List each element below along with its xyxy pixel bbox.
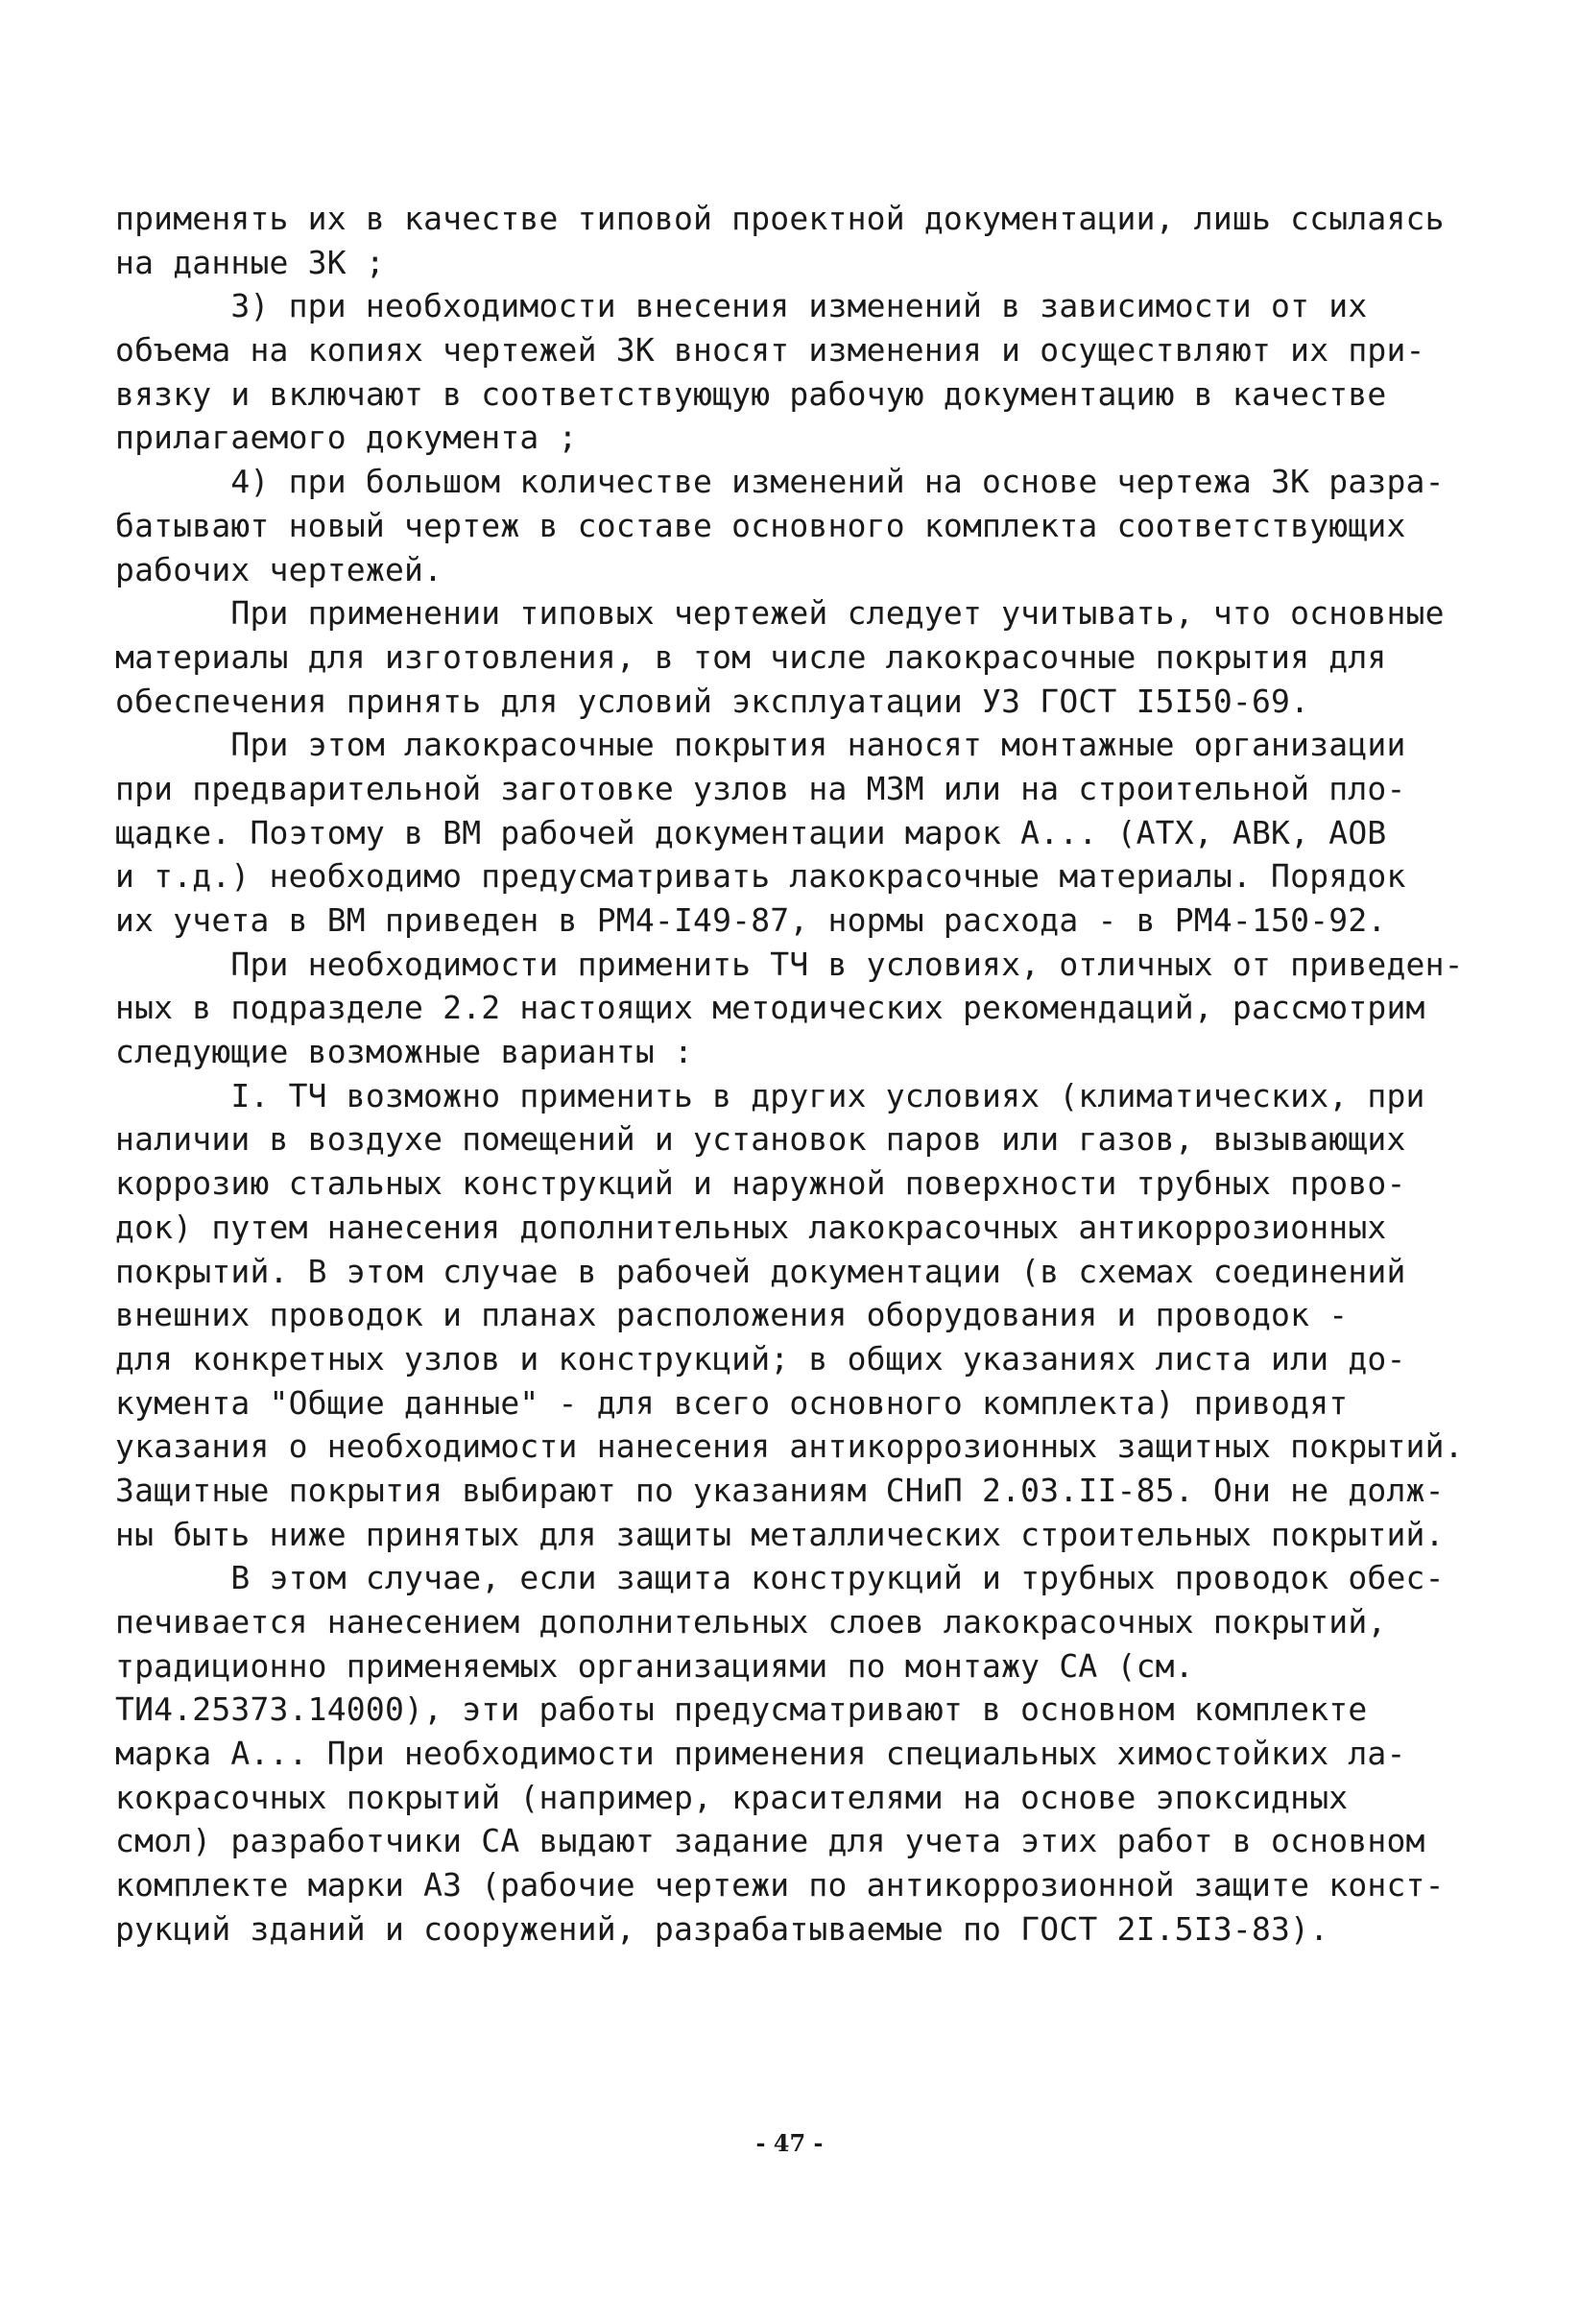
text-line: Защитные покрытия выбирают по указаниям СНиП 2.03.II-85. Они не долж-	[115, 1471, 1445, 1509]
text-line: применять их в качестве типовой проектной документации, лишь ссылаясь	[115, 200, 1445, 237]
text-line: смол) разработчики СА выдают задание для учета этих работ в основном	[115, 1822, 1425, 1860]
text-line: 3) при необходимости внесения изменений в зависимости от их	[115, 287, 1368, 325]
text-line: ных в подразделе 2.2 настоящих методических рекомендаций, рассмотрим	[115, 989, 1425, 1027]
page-number: - 47 -	[755, 2129, 824, 2157]
text-line: на данные ЗК ;	[115, 243, 385, 281]
text-line: При необходимости применить ТЧ в условиях, отличных от приведен-	[115, 945, 1464, 983]
text-line: наличии в воздухе помещений и установок паров или газов, вызывающих	[115, 1120, 1406, 1159]
text-line: марка А... При необходимости применения специальных химостойких ла-	[115, 1735, 1406, 1773]
text-line: традиционно применяемых организациями по монтажу СА (см.	[115, 1646, 1194, 1685]
text-line: следующие возможные варианты :	[115, 1033, 694, 1071]
text-line: ны быть ниже принятых для защиты металлических строительных покрытий.	[115, 1515, 1445, 1553]
text-line: при предварительной заготовке узлов на МЗМ или на строительной пло-	[115, 769, 1406, 807]
text-line: указания о необходимости нанесения антикоррозионных защитных покрытий.	[115, 1427, 1464, 1466]
text-line: материалы для изготовления, в том числе лакокрасочные покрытия для	[115, 637, 1387, 676]
text-line: прилагаемого документа ;	[115, 419, 578, 457]
text-line: вязку и включают в соответствующую рабочую документацию в качестве	[115, 374, 1387, 413]
text-line: 4) при большом количестве изменений на основе чертежа ЗК разра-	[115, 463, 1445, 501]
text-line: объема на копиях чертежей ЗК вносят изменения и осуществляют их при-	[115, 331, 1425, 370]
text-line: I. ТЧ возможно применить в других условиях (климатических, при	[115, 1076, 1425, 1114]
text-line: коррозию стальных конструкций и наружной поверхности трубных прово-	[115, 1164, 1406, 1203]
text-line: кокрасочных покрытий (например, красителями на основе эпоксидных	[115, 1778, 1349, 1816]
text-line: комплекте марки АЗ (рабочие чертежи по антикоррозионной защите конст-	[115, 1866, 1445, 1905]
text-line: внешних проводок и планах расположения оборудования и проводок -	[115, 1296, 1349, 1334]
text-line: При применении типовых чертежей следует учитывать, что основные	[115, 594, 1445, 633]
text-line: рабочих чертежей.	[115, 550, 443, 588]
text-line: щадке. Поэтому в ВМ рабочей документации марок А... (АТХ, АВК, АОВ	[115, 813, 1387, 851]
text-line: док) путем нанесения дополнительных лакокрасочных антикоррозионных	[115, 1208, 1387, 1246]
body-text	[115, 197, 1464, 1952]
text-line: их учета в ВМ приведен в РМ4-I49-87, нормы расхода - в РМ4-150-92.	[115, 901, 1387, 939]
text-line: батывают новый чертеж в составе основного комплекта соответствующих	[115, 506, 1406, 544]
text-line: печивается нанесением дополнительных слоев лакокрасочных покрытий,	[115, 1603, 1387, 1641]
text-line: В этом случае, если защита конструкций и трубных проводок обес-	[115, 1559, 1445, 1597]
text-line: ТИ4.25373.14000), эти работы предусматривают в основном комплекте	[115, 1690, 1368, 1729]
text-line: покрытий. В этом случае в рабочей документации (в схемах соединений	[115, 1252, 1406, 1290]
text-line: и т.д.) необходимо предусматривать лакокрасочные материалы. Порядок	[115, 857, 1406, 896]
text-line: При этом лакокрасочные покрытия наносят монтажные организации	[115, 726, 1406, 764]
text-line: рукций зданий и сооружений, разрабатываемые по ГОСТ 2I.5I3-83).	[115, 1909, 1329, 1948]
text-line: обеспечения принять для условий эксплуатации УЗ ГОСТ I5I50-69.	[115, 682, 1310, 720]
text-line: для конкретных узлов и конструкций; в общих указаниях листа или до-	[115, 1339, 1406, 1378]
text-line: кумента "Общие данные" - для всего основного комплекта) приводят	[115, 1383, 1349, 1422]
